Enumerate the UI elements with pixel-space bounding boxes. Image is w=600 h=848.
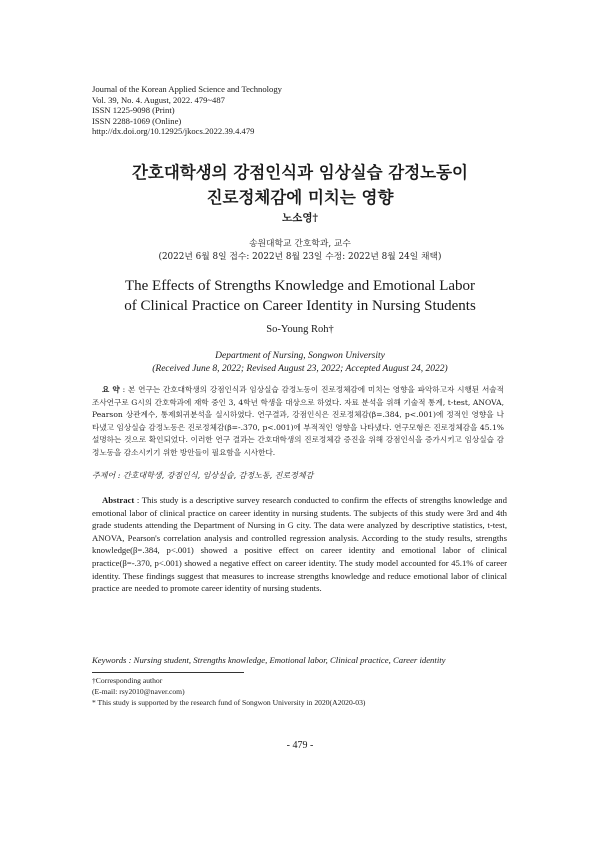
footnote-divider	[92, 672, 244, 673]
affiliation-english	[0, 350, 600, 376]
journal-volume: Vol. 39, No. 4. August, 2022. 479~487	[92, 94, 225, 105]
author-korean: 노소영†	[282, 212, 318, 224]
abstract-korean-label: 요 약	[102, 385, 120, 394]
footnote-corresponding: †Corresponding author	[92, 676, 163, 685]
affiliation-korean-dept: 송원대학교 간호학과, 교수	[249, 239, 351, 249]
keywords-korean: 주제어 : 간호대학생, 강점인식, 임상실습, 감정노동, 진로정체감	[92, 471, 314, 480]
footnotes	[92, 676, 512, 708]
title-english-line2: of Clinical Practice on Career Identity in Nursing Students	[124, 298, 476, 314]
author-english: So-Young Roh†	[266, 324, 334, 335]
title-korean	[0, 160, 600, 210]
footnote-funding: * This study is supported by the research fund of Songwon University in 2020(A2020-03)	[92, 697, 366, 707]
abstract-english-text: : This study is a descriptive survey research conducted to confirm the effects of strengths knowledge and emotional labor of clinical practice on career identity in nursing students. The subjects of this study were 3rd and 4th grade students attending the Department of Nursing in G city. The data were analyzed by descriptive statistics, t-test, ANOVA, Pearson's correlation analysis and controlled regression analysis. According to the study results, strengths knowledge(β=.384, p<.001) showed a positive effect on career identity and emotional labor of clinical practice(β=-.370, p<.001) showed a negative effect on career identity. The study model accounted for 45.1% of career identity. These findings suggest that measures to increase strengths knowledge and reduce emotional labor of clinical practice are needed to promote career identity of nursing students.	[92, 495, 507, 594]
title-korean-line1: 간호대학생의 강점인식과 임상실습 감정노동이	[131, 163, 468, 182]
affiliation-english-dept: Department of Nursing, Songwon University	[215, 351, 385, 361]
affiliation-english-dates: (Received June 8, 2022; Revised August 23, 2022; Accepted August 24, 2022)	[152, 364, 448, 374]
affiliation-korean	[0, 238, 600, 264]
journal-info	[92, 84, 282, 137]
title-korean-line2: 진로정체감에 미치는 영향	[206, 188, 394, 207]
issn-print: ISSN 1225-9098 (Print)	[92, 105, 175, 116]
affiliation-korean-dates: (2022년 6월 8일 접수: 2022년 8월 23일 수정: 2022년 8월 24일 채택)	[158, 252, 442, 262]
footnote-email: (E-mail: rsy2010@naver.com)	[92, 686, 185, 696]
issn-online: ISSN 2288-1069 (Online)	[92, 115, 182, 126]
title-english-line1: The Effects of Strengths Knowledge and Emotional Labor	[124, 278, 476, 294]
abstract-english-label: Abstract	[102, 495, 135, 505]
keywords-english: Keywords : Nursing student, Strengths knowledge, Emotional labor, Clinical practice, Career identity	[92, 655, 446, 665]
abstract-english	[92, 494, 507, 595]
journal-name: Journal of the Korean Applied Science and Technology	[92, 84, 282, 94]
abstract-korean	[92, 384, 504, 459]
page-number: - 479 -	[286, 740, 314, 751]
abstract-korean-text: : 본 연구는 간호대학생의 강점인식과 임상실습 감정노동이 진로정체감에 미치는 영향을 파악하고자 시행된 서술적 조사연구로 G시의 간호학과에 재학 중인 3, 4학년 학생을 대상으로 하였다. 자료 분석을 위해 기술적 통계, t-test, ANOVA, Pearson 상관계수, 통제회귀분석을 실시하였다. 연구결과, 강점인식은 진로정체감(β=.384, p<.001)에 정적인 영향을 나타냈고 임상실습 감정노동은 진로정체감(β=-.370, p<.001)에 부적적인 영향을 나타냈다. 연구모형은 진로정체감을 45.1% 설명하는 것으로 확인되었다. 이러한 연구 결과는 간호대학생의 진로정체감 증진을 위해 강점인식을 증가시키고 임상실습 감정노동을 감소시키기 위한 방안들이 필요함을 시사한다.	[92, 385, 504, 457]
doi-link[interactable]: http://dx.doi.org/10.12925/jkocs.2022.39.4.479	[92, 126, 255, 137]
title-english	[0, 276, 600, 316]
